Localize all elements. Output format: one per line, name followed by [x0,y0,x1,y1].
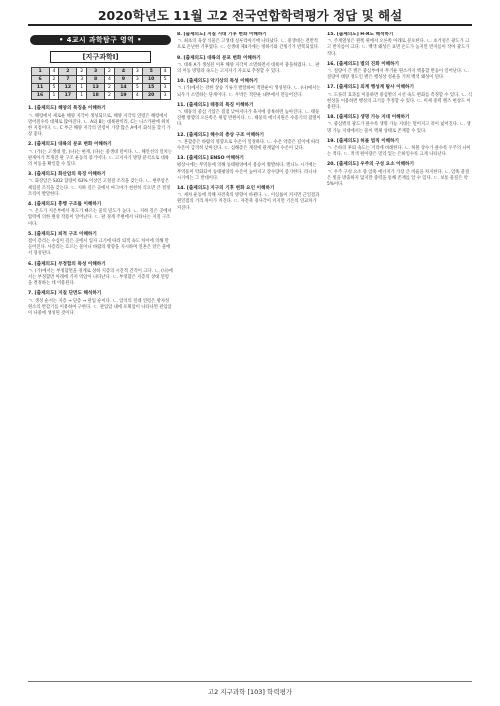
answer-value: 1 [77,92,87,100]
question-number: 11 [31,84,49,92]
explanation-item [28,232,173,258]
answer-value: 3 [160,84,170,92]
answer-value: 2 [105,92,115,100]
explanation-body: ㄱ. 해령에서 새로운 해양 지각이 생성되므로, 해양 지각의 연령은 해령에서 멀어질수록 대체로 많아진다. ㄴ. A와 B는 대륙판끼리, C는 나스카판에 위치한 지점이다. ㄷ. C 부근 해양 지각의 연령이 가장 많은 A에서 화석을 찾기 가장 좋다. [28,113,171,138]
column-3 [327,32,472,672]
explanation-item [177,56,322,76]
explanation-body: ㄱ. 최초의 육상 식물은 고생대 실루리아기에 나타났다. ㄴ. 중생대는 전반적으로 온난한 기후였다. ㄷ. 신생대 제4기에는 빙하기와 간빙기가 반복되었다. [177,39,320,51]
explanation-item [177,133,322,153]
section-banner: • 4교시 과학탐구 영역 • [30,35,171,45]
explanation-body: ㄱ. 온도가 저온부에서 흑도가 빠르는 물의 밀도가 높다. ㄴ. 지하 깊은 곳에서 압력에 의한 변성 작용이 일어난다. ㄷ. 판 경계 주변에서 나타나는 지질 구조이다. [28,209,172,227]
answer-row [31,68,170,76]
answer-value: 2 [105,68,115,76]
explanation-heading: 13. [출제의도] ENSO 이해하기 [177,156,244,162]
explanation-heading: 11. [출제의도] 태풍의 특징 이해하기 [177,102,254,108]
explanation-item [327,162,472,188]
question-number: 1 [31,68,49,76]
explanation-body: ㄱ. 생성 순서는 지층 → 단층 → 관입 순이다. ㄴ. 암석의 절대 연령은 방사성 원소의 반감기를 이용하여 구한다. ㄷ. 관입암 내에 포획암이 나타나면 관입암이 나중에 생성된 것이다. [28,298,172,317]
explanation-heading: 16. [출제의도] 별의 진화 이해하기 [327,61,399,67]
page-footer: 고2 지구과학 [103] 학력평가 [207,688,293,696]
explanation-item [177,103,322,129]
explanation-body: ㄱ. 질량이 큰 별은 중심부에서 무거운 원소까지 핵융합 반응이 일어난다. ㄴ. 질량이 태양 정도인 별은 행성상 성운을 거쳐 백색 왜성이 된다. [327,69,470,81]
explanation-heading: 12. [출제의도] 해수의 층상 구조 이해하기 [177,132,264,138]
explanation-body: ㄱ. 은하의 후퇴 속도는 거리에 비례한다. ㄴ. 허블 상수가 클수록 우주의 나이는 적다. ㄷ. 적색 편이량은 멀리 있는 은하일수록 크게 나타난다. [327,146,471,158]
question-number: 4 [114,68,132,76]
answer-value: 5 [160,76,170,84]
answer-table [31,67,171,100]
explanation-heading: 15. [출제의도] H-R도 해석하기 [327,32,394,37]
explanation-body: ㄱ. 주계열성은 왼쪽 위에서 오른쪽 아래로 분포한다. ㄴ. 초거성은 광도가 크고 반지름이 크다. ㄷ. 백색 왜성은 표면 온도가 높지만 반지름이 작아 광도가 작다. [327,39,470,57]
explanation-item [177,32,322,52]
answer-value: 2 [77,68,87,76]
explanation-body: 평상시에는 무역풍에 의해 동태평양에서 용승이 활발하다. 엘니뇨 시기에는 무역풍이 약화되어 동태평양의 수온이 높아지고 강수량이 증가한다. 라니냐 시기에는 그 반대이다. [177,163,317,181]
question-number: 13 [87,84,105,92]
explanation-body: ㄱ. 혼합층은 바람의 영향으로 수온이 일정하다. ㄴ. 수온 약층은 깊이에 따라 수온이 급격히 낮아진다. ㄷ. 심해층은 계절에 관계없이 수온이 낮다. [177,139,320,152]
explanation-body: ㄱ. (가)에서는 강한 상승 기류가 발달하여 적란운이 생성된다. ㄴ. (나)에서는 뇌우가 소멸하는 단계이다. ㄷ. 우박은 적란운 내부에서 만들어진다. [177,86,321,98]
explanation-item [327,139,472,159]
question-number: 16 [31,92,49,100]
answer-value: 3 [77,76,87,84]
explanation-heading: 1. [출제의도] 해양의 특징을 이해하기 [28,106,106,112]
explanation-item [327,115,472,135]
explanation-heading: 19. [출제의도] 허블 법칙 이해하기 [327,138,399,144]
explanation-item [28,262,173,288]
question-number: 17 [59,92,77,100]
answer-value: 4 [160,68,170,76]
title-divider [28,24,472,26]
explanation-item [177,156,322,182]
question-number: 10 [142,76,160,84]
explanation-heading: 18. [출제의도] 생명 가능 지대 이해하기 [327,115,410,121]
explanation-item [177,79,322,99]
answer-value: 2 [49,76,59,84]
explanation-body: ㄱ. 도플러 효과를 이용하면 중심별의 시선 속도 변화를 측정할 수 있다. ㄴ. 식 현상을 이용하면 행성의 크기를 추정할 수 있다. ㄷ. 미세 중력 렌즈 현상도 이용된다. [327,92,472,111]
explanation-item [28,172,173,198]
column-2-items [177,32,322,212]
answer-value: 4 [49,68,59,76]
question-number: 20 [142,92,160,100]
question-number: 9 [114,76,132,84]
answer-value: 1 [77,84,87,92]
footer-divider [28,681,472,682]
explanation-item [28,106,173,138]
explanation-heading: 10. [출제의도] 악기상의 특성 이해하기 [177,79,258,85]
explanation-item [327,62,472,82]
explanation-body: ㄱ. 태풍의 중심 기압은 점점 낮아지다가 육지에 상륙하면 높아진다. ㄴ. 태풍 진행 방향의 오른쪽은 위험 반원이다. ㄷ. 태풍의 에너지원은 수증기의 잠열이다. [177,110,321,128]
explanation-heading: 9. [출제의도] 대륙의 분포 변화 이해하기 [177,55,261,61]
explanation-item [327,85,472,111]
explanation-heading: 5. [출제의도] 퇴적 구조 이해하기 [28,231,97,237]
explanation-heading: 2. [출제의도] 대륙의 분포 변화 이해하기 [28,142,112,148]
explanation-item [28,142,173,168]
question-number: 8 [87,76,105,84]
explanation-body: ㄱ. 중심별의 광도가 클수록 생명 가능 지대는 멀어지고 폭이 넓어진다. ㄴ. 생명 가능 지대에서는 물이 액체 상태로 존재할 수 있다. [327,122,471,134]
column-2 [177,32,322,672]
answer-value: 3 [160,92,170,100]
answer-value: 5 [132,84,142,92]
explanation-item [28,291,173,317]
column-1 [28,32,173,672]
answer-value: 5 [49,84,59,92]
explanation-heading: 20. [출제의도] 우주의 구성 요소 이해하기 [327,162,414,168]
question-number: 5 [142,68,160,76]
question-number: 3 [87,68,105,76]
explanation-item [177,186,322,212]
answer-value: 4 [105,76,115,84]
question-number: 7 [59,76,77,84]
explanation-item [28,202,173,228]
explanation-body: ㄱ. 세차 운동에 의해 자전축의 방향이 바뀐다. ㄴ. 이심률이 커지면 근일점과 원일점의 거리 차이가 커진다. ㄷ. 자전축 경사각이 커지면 기온의 연교차가 커진다. [177,193,320,211]
column-1-items [28,106,173,317]
answer-row [31,84,170,92]
explanation-heading: 14. [출제의도] 지구의 기후 변화 요인 이해하기 [177,186,275,192]
answer-value: 1 [49,92,59,100]
page-title: 2020학년도 11월 고2 전국연합학력평가 정답 및 해설 [97,8,403,23]
question-number: 6 [31,76,49,84]
explanation-body: ㄱ. 화강암은 SiO2 함량이 63% 이상인 고철질 조직을 갖는다. ㄴ. 현무암은 세립질 조직을 갖는다. ㄷ. 지하 깊은 곳에서 마그마가 천천히 식으면 큰 결정 조직이 발달한다. [28,179,171,197]
question-number: 2 [59,68,77,76]
question-number: 15 [142,84,160,92]
explanation-item [327,32,472,58]
explanation-body: 점이 층리는 수심이 깊은 곳에서 입자 크기에 따라 퇴적 속도 차이에 의해 만들어진다. 사층리는 흐르는 물이나 바람의 방향을 지시하며 연흔은 얕은 물에서 형성된다. [28,239,171,257]
answer-row [31,76,170,84]
explanation-body: ㄱ. 우주 구성 요소 중 암흑 에너지가 가장 큰 비율을 차지한다. ㄴ. 암흑 물질은 빛을 방출하지 않지만 중력을 통해 존재를 알 수 있다. ㄷ. 보통 물질은 약 5%이다. [327,169,470,188]
answer-value: 4 [132,92,142,100]
explanation-heading: 8. [출제의도] 지질 시대 기후 변화 이해하기 [177,32,267,37]
question-number: 18 [87,92,105,100]
answer-row [31,92,170,100]
explanation-body: ㄱ. 대륙 A가 생성된 이후 해양 지각이 소멸하면서 대륙이 충돌하였다. ㄴ. 판의 이동 방향과 속도는 고지자기 자료로 추정할 수 있다. [177,62,320,75]
explanation-heading: 6. [출제의도] 부정합의 특성 이해하기 [28,261,106,267]
subject-heading: [지구과학Ⅰ] [50,51,151,63]
explanation-heading: 4. [출제의도] 흥행 구조를 이해하기 [28,202,102,208]
explanation-body: ㄱ. (가)에서는 부정합면을 경계로 상하 지층의 시간적 간격이 크다. ㄴ. (나)에서는 부정합면 아래에 기저 역암이 나타난다. ㄷ. 부정합은 지층의 상대 연령을 결정하는 데 이용된다. [28,268,173,287]
question-number: 12 [59,84,77,92]
explanation-heading: 3. [출제의도] 화산암의 특징 이해하기 [28,172,106,178]
explanation-heading: 7. [출제의도] 지질 단면도 해석하기 [28,291,102,297]
column-3-items [327,32,472,188]
answer-value: 3 [132,76,142,84]
answer-value: 3 [132,68,142,76]
question-number: 19 [114,92,132,100]
answer-value: 2 [105,84,115,92]
explanation-body: ㄱ. (가)는 고생대 말, (나)는 현재, (다)는 중생대 말이다. ㄴ. 해안선의 일치는 판게아가 쪼개진 판 구조 운동의 증거이다. ㄷ. 고지자기 방향 분석으로 대륙의 이동을 확인할 수 있다. [28,149,172,168]
explanation-heading: 17. [출제의도] 외계 행성계 탐사 이해하기 [327,85,414,91]
question-number: 14 [114,84,132,92]
